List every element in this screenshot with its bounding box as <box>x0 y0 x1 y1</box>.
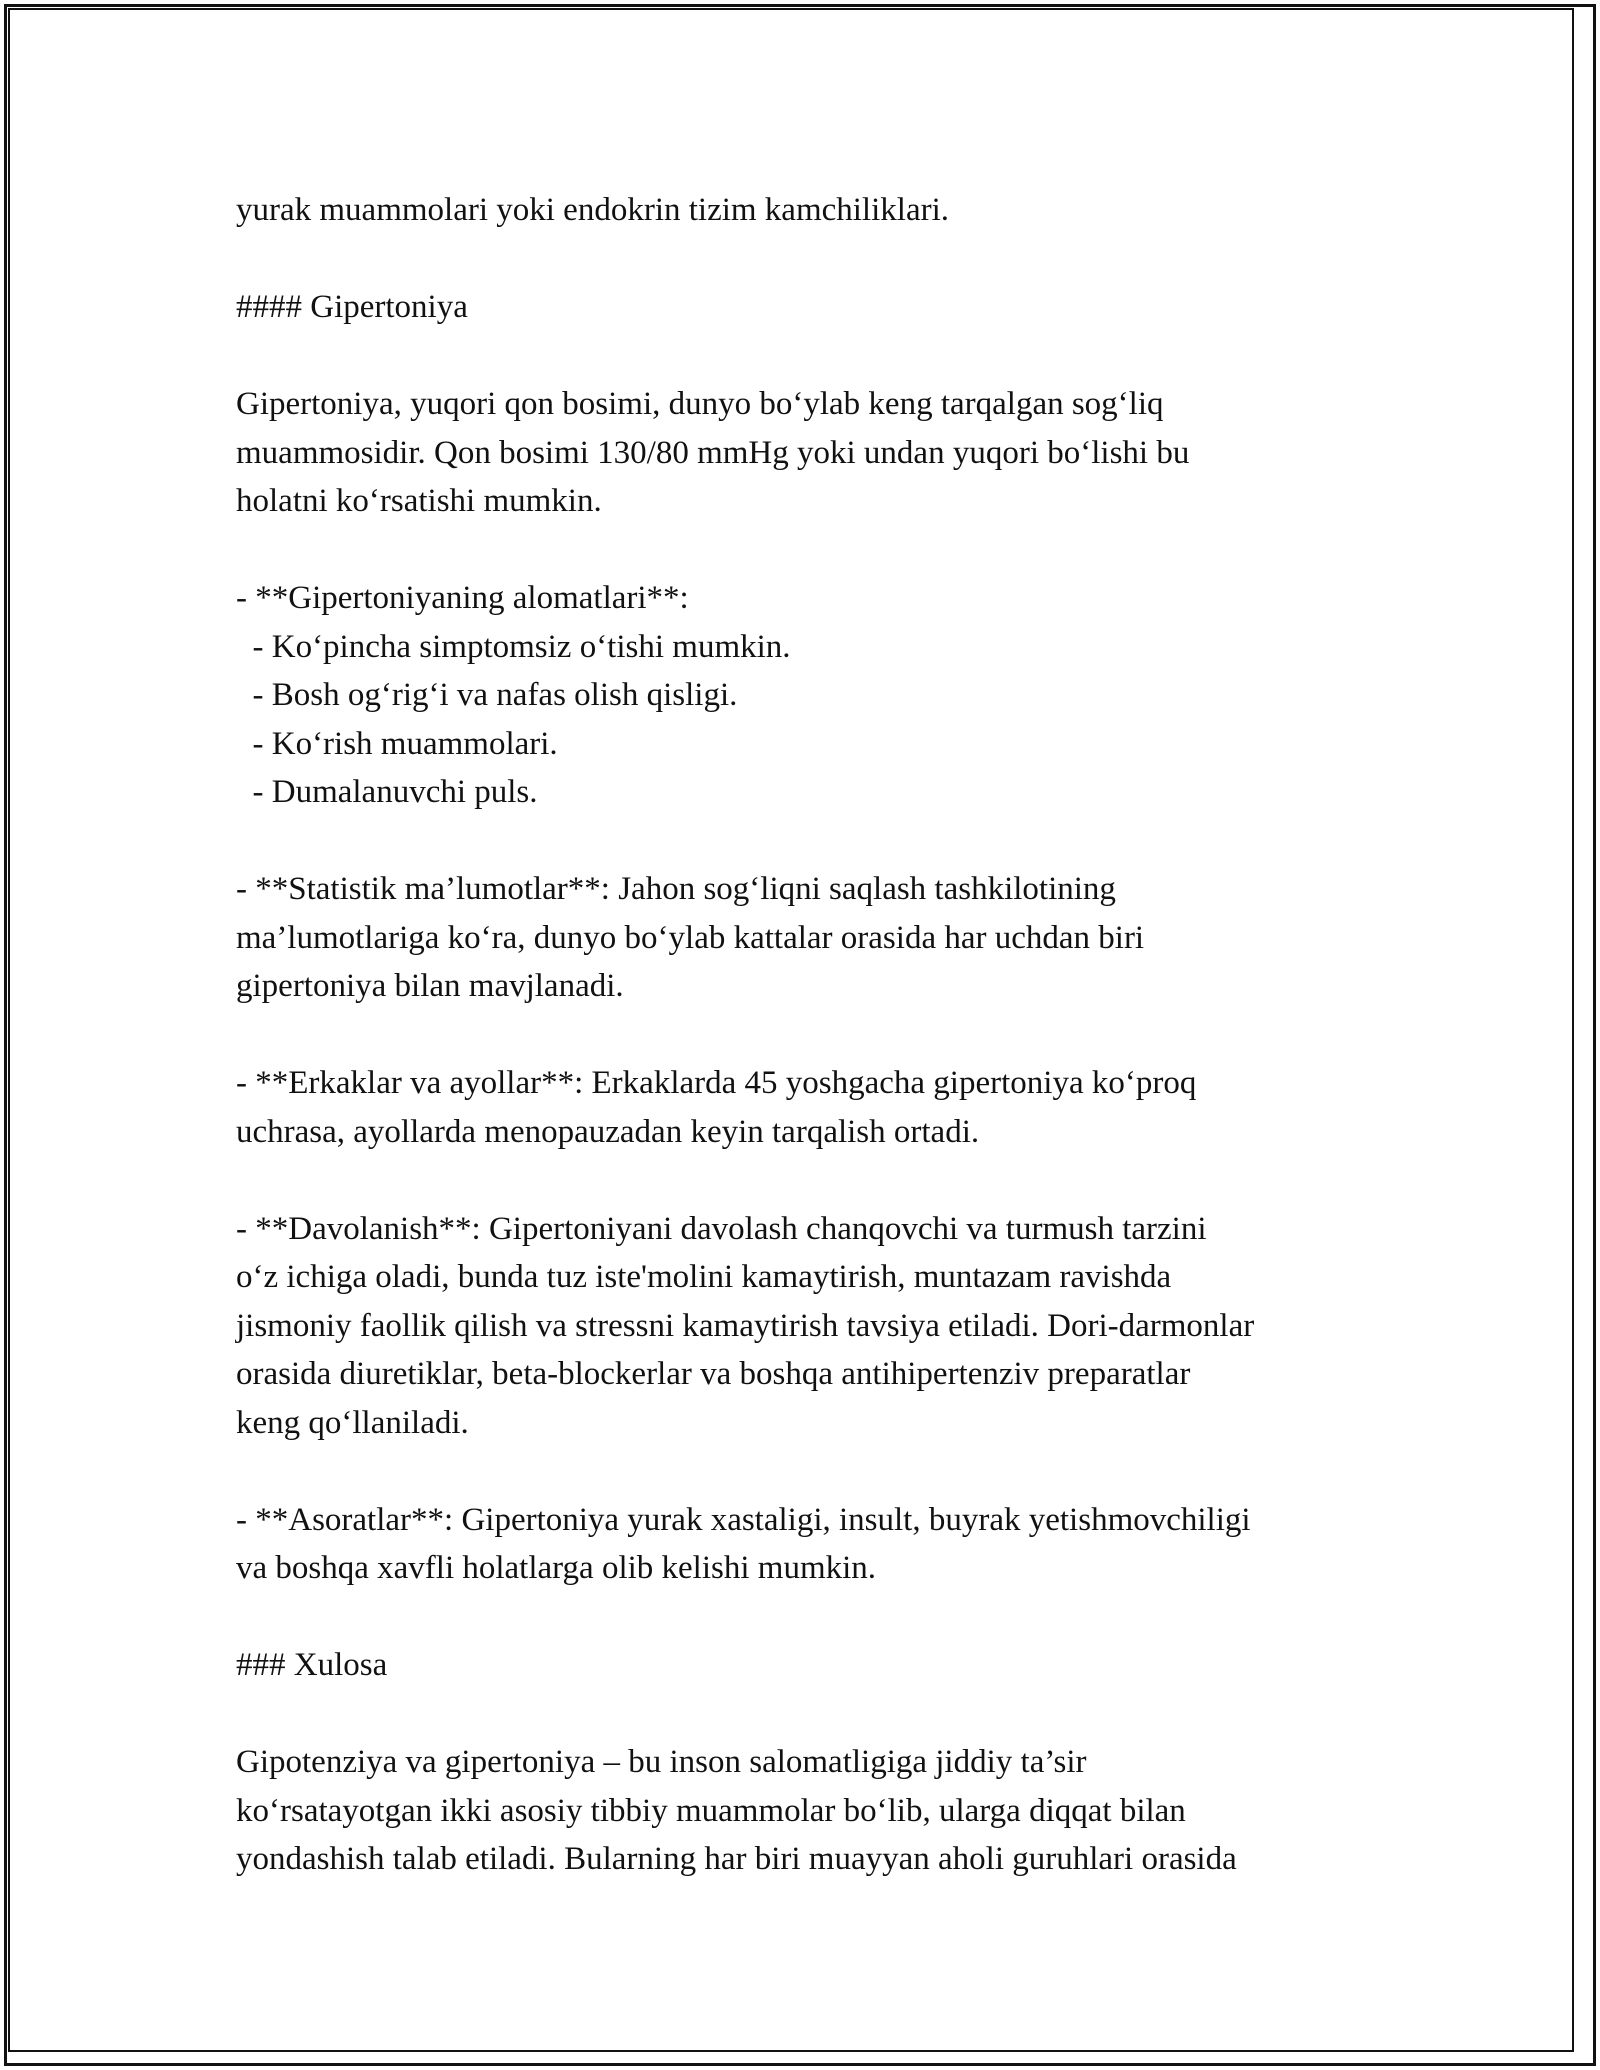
text-line: - **Erkaklar va ayollar**: Erkaklarda 45 yoshgacha gipertoniya ko‘proq <box>236 1065 1197 1101</box>
text-line: - **Gipertoniyaning alomatlari**: <box>236 580 689 616</box>
text-line: yurak muammolari yoki endokrin tizim kamchiliklari. <box>236 192 949 228</box>
text-line: yondashish talab etiladi. Bularning har biri muayyan aholi guruhlari orasida <box>236 1841 1237 1877</box>
blank-line <box>236 526 1386 575</box>
text-line: - Dumalanuvchi puls. <box>236 774 538 810</box>
blank-line <box>236 817 1386 866</box>
text-line: - Ko‘rish muammolari. <box>236 725 558 762</box>
text-line: ko‘rsatayotgan ikki asosiy tibbiy muammolar bo‘lib, ularga diqqat bilan <box>236 1792 1186 1829</box>
text-line: gipertoniya bilan mavjlanadi. <box>236 968 624 1004</box>
blank-line <box>236 1156 1386 1205</box>
text-line: - **Statistik ma’lumotlar**: Jahon sog‘liqni saqlash tashkilotining <box>236 871 1116 907</box>
text-line: - Bosh og‘rig‘i va nafas olish qisligi. <box>236 677 738 713</box>
text-line: jismoniy faollik qilish va stressni kamaytirish tavsiya etiladi. Dori-darmonlar <box>236 1307 1255 1344</box>
blank-line <box>236 1011 1386 1060</box>
text-line: - Ko‘pincha simptomsiz o‘tishi mumkin. <box>236 628 791 665</box>
text-line: va boshqa xavfli holatlarga olib kelishi mumkin. <box>236 1550 877 1586</box>
text-line: ma’lumotlariga ko‘ra, dunyo bo‘ylab kattalar orasida har uchdan biri <box>236 919 1145 956</box>
text-line: keng qo‘llaniladi. <box>236 1404 469 1441</box>
blank-line <box>236 332 1386 381</box>
text-line: - **Davolanish**: Gipertoniyani davolash chanqovchi va turmush tarzini <box>236 1210 1207 1247</box>
blank-line <box>236 1593 1386 1642</box>
text-line: Gipertoniya, yuqori qon bosimi, dunyo bo‘ylab keng tarqalgan sog‘liq <box>236 386 1164 422</box>
text-line: #### Gipertoniya <box>236 289 468 325</box>
text-line: uchrasa, ayollarda menopauzadan keyin tarqalish ortadi. <box>236 1113 980 1150</box>
text-line: orasida diuretiklar, beta-blockerlar va boshqa antihipertenziv preparatlar <box>236 1356 1191 1392</box>
text-line: o‘z ichiga oladi, bunda tuz iste'molini kamaytirish, muntazam ravishda <box>236 1259 1172 1295</box>
blank-line <box>236 1690 1386 1739</box>
document-body <box>236 186 1386 1884</box>
text-line: Gipotenziya va gipertoniya – bu inson salomatligiga jiddiy ta’sir <box>236 1744 1087 1780</box>
text-line: ### Xulosa <box>236 1647 388 1683</box>
text-line: muammosidir. Qon bosimi 130/80 mmHg yoki undan yuqori bo‘lishi bu <box>236 434 1190 471</box>
text-line: holatni ko‘rsatishi mumkin. <box>236 483 602 519</box>
text-line: - **Asoratlar**: Gipertoniya yurak xastaligi, insult, buyrak yetishmovchiligi <box>236 1501 1251 1538</box>
blank-line <box>236 1447 1386 1496</box>
blank-line <box>236 235 1386 284</box>
